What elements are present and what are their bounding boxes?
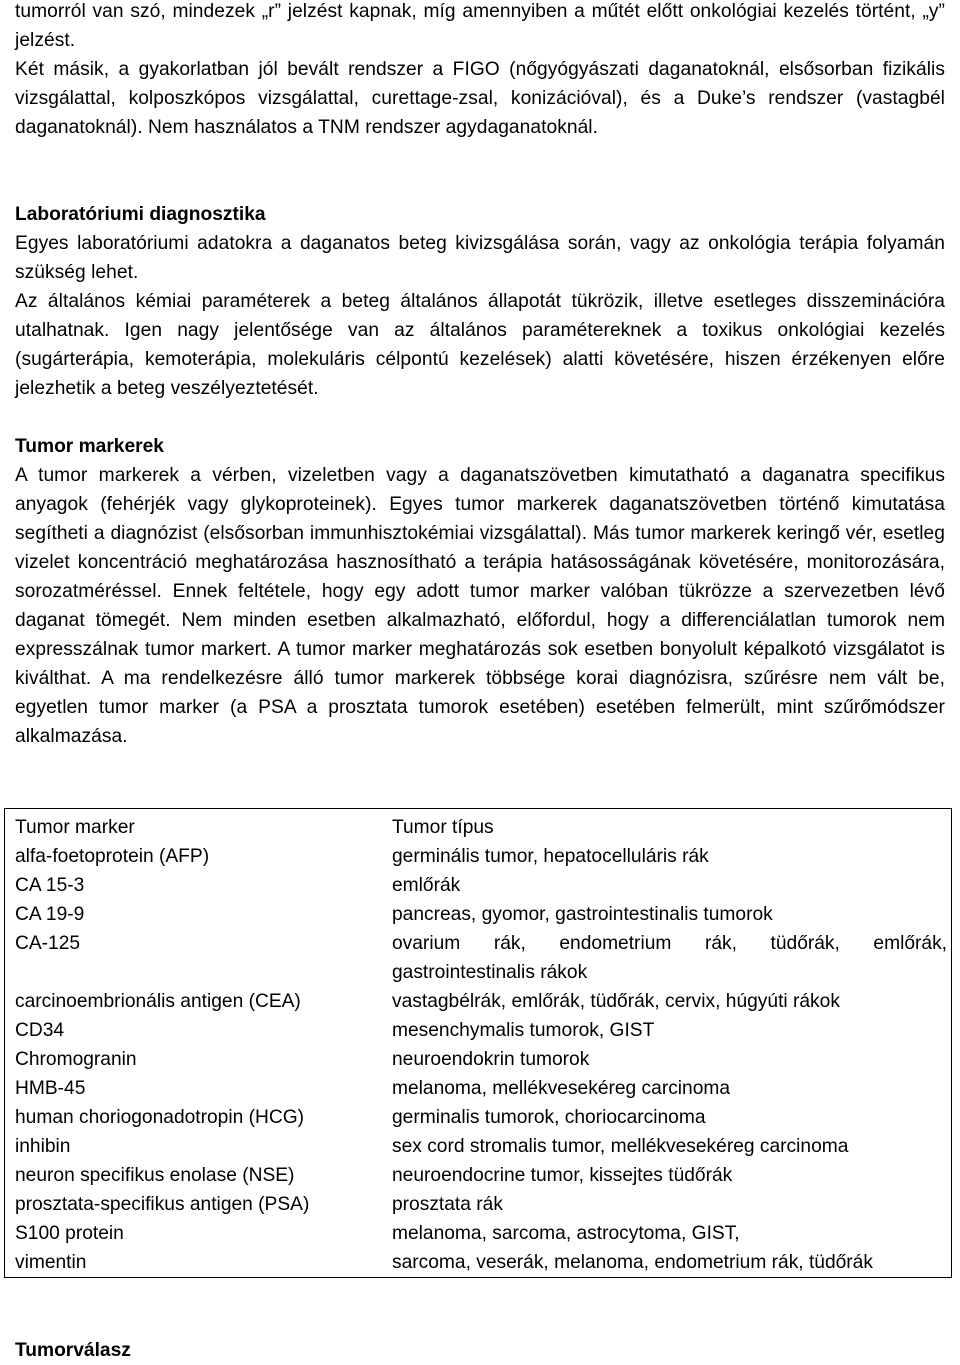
table-cell-marker: CA 15-3	[15, 875, 85, 896]
tumor-markers-section	[15, 432, 945, 751]
staging-section	[15, 0, 945, 142]
table-cell-marker: alfa-foetoprotein (AFP)	[15, 846, 210, 867]
table-cell-marker: CD34	[15, 1020, 65, 1041]
table-cell-marker: human choriogonadotropin (HCG)	[15, 1107, 305, 1128]
table-cell-type: prosztata rák	[392, 1194, 503, 1215]
table-cell-marker: inhibin	[15, 1136, 71, 1157]
lab-heading: Laboratóriumi diagnosztika	[15, 204, 266, 225]
table-cell-marker: CA 19-9	[15, 904, 85, 925]
tumor-marker-table	[4, 808, 952, 1278]
table-cell-type: melanoma, mellékvesekéreg carcinoma	[392, 1078, 731, 1099]
table-cell-type: ovarium rák, endometrium rák, tüdőrák, emlőrák, gastrointestinalis rákok	[392, 933, 947, 983]
table-cell-marker: vimentin	[15, 1252, 87, 1273]
table-cell-type: mesenchymalis tumorok, GIST	[392, 1020, 655, 1041]
table-cell-marker: prosztata-specifikus antigen (PSA)	[15, 1194, 310, 1215]
table-cell-type: germinális tumor, hepatocelluláris rák	[392, 846, 709, 867]
table-cell-marker: CA-125	[15, 933, 81, 954]
table-header-type: Tumor típus	[392, 817, 494, 838]
intro-paragraph-2: Két másik, a gyakorlatban jól bevált rendszer a FIGO (nőgyógyászati daganatoknál, elsősorban fizikális vizsgálattal, kolposzkópos vizsgálattal, curettage-zsal, konizációval), és a Duke’s rendszer (vastagbél daganatoknál). Nem használatos a TNM rendszer agydaganatoknál.	[15, 59, 945, 138]
table-cell-type: neuroendokrin tumorok	[392, 1049, 590, 1070]
lab-paragraph-1: Egyes laboratóriumi adatokra a daganatos beteg kivizsgálása során, vagy az onkológia terápia folyamán szükség lehet.	[15, 233, 945, 283]
tumor-response-heading: Tumorválasz	[15, 1340, 131, 1361]
type-column	[392, 813, 947, 1277]
table-cell-marker: Chromogranin	[15, 1049, 137, 1070]
table-cell-type: sarcoma, veserák, melanoma, endometrium rák, tüdőrák	[392, 1252, 873, 1273]
table-cell-type: melanoma, sarcoma, astrocytoma, GIST,	[392, 1223, 740, 1244]
table-cell-marker: carcinoembrionális antigen (CEA)	[15, 991, 301, 1012]
table-cell-type: neuroendocrine tumor, kissejtes tüdőrák	[392, 1165, 733, 1186]
table-cell-type: germinalis tumorok, choriocarcinoma	[392, 1107, 706, 1128]
table-cell-type: emlőrák	[392, 875, 461, 896]
table-cell-marker: neuron specifikus enolase (NSE)	[15, 1165, 295, 1186]
table-cell-type: sex cord stromalis tumor, mellékvesekéreg carcinoma	[392, 1136, 849, 1157]
intro-paragraph-1: tumorról van szó, mindezek „r” jelzést kapnak, míg amennyiben a műtét előtt onkológiai kezelés történt, „y” jelzést.	[15, 1, 945, 51]
lab-paragraph-2: Az általános kémiai paraméterek a beteg általános állapotát tükrözik, illetve esetleges disszeminációra utalhatnak. Igen nagy jelentősége van az általános paramétereknek a toxikus onkológiai kezelés (sugárterápia, kemoterápia, molekuláris célpontú kezelések) alatti követésére, hiszen érzékenyen előre jelezhetik a beteg veszélyeztetését.	[15, 291, 945, 399]
tumor-markers-paragraph: A tumor markerek a vérben, vizeletben vagy a daganatszövetben kimutatható a daganatra specifikus anyagok (fehérjék vagy glykoproteinek). Egyes tumor markerek daganatszövetben történő kimutatása segítheti a diagnózist (elsősorban immunhisztokémiai vizsgálattal). Más tumor markerek keringő vér, esetleg vizelet koncentráció meghatározása hasznosítható a terápia hatásosságának követésére, monitorozására, sorozatméréssel. Ennek feltétele, hogy egy adott tumor marker valóban tükrözze a szervezetben lévő daganat tömegét. Nem minden esetben alkalmazható, előfordul, hogy a differenciálatlan tumorok nem expresszálnak tumor markert. A tumor marker meghatározás sok esetben bonyolult képalkotó vizsgálatot is kiválthat. A ma rendelkezésre álló tumor markerek többsége korai diagnózisra, szűrésre nem vált be, egyetlen tumor marker (a PSA a prosztata tumorok esetében) esetében felmerült, mint szűrőmódszer alkalmazása.	[15, 465, 945, 747]
tumor-markers-heading: Tumor markerek	[15, 436, 164, 457]
table-header-marker: Tumor marker	[15, 817, 135, 838]
table-cell-marker: S100 protein	[15, 1223, 124, 1244]
lab-diagnostics-section	[15, 200, 945, 403]
table-cell-marker: HMB-45	[15, 1078, 86, 1099]
table-cell-type: vastagbélrák, emlőrák, tüdőrák, cervix, húgyúti rákok	[392, 991, 840, 1012]
marker-column	[15, 813, 375, 1277]
table-cell-type: pancreas, gyomor, gastrointestinalis tumorok	[392, 904, 773, 925]
